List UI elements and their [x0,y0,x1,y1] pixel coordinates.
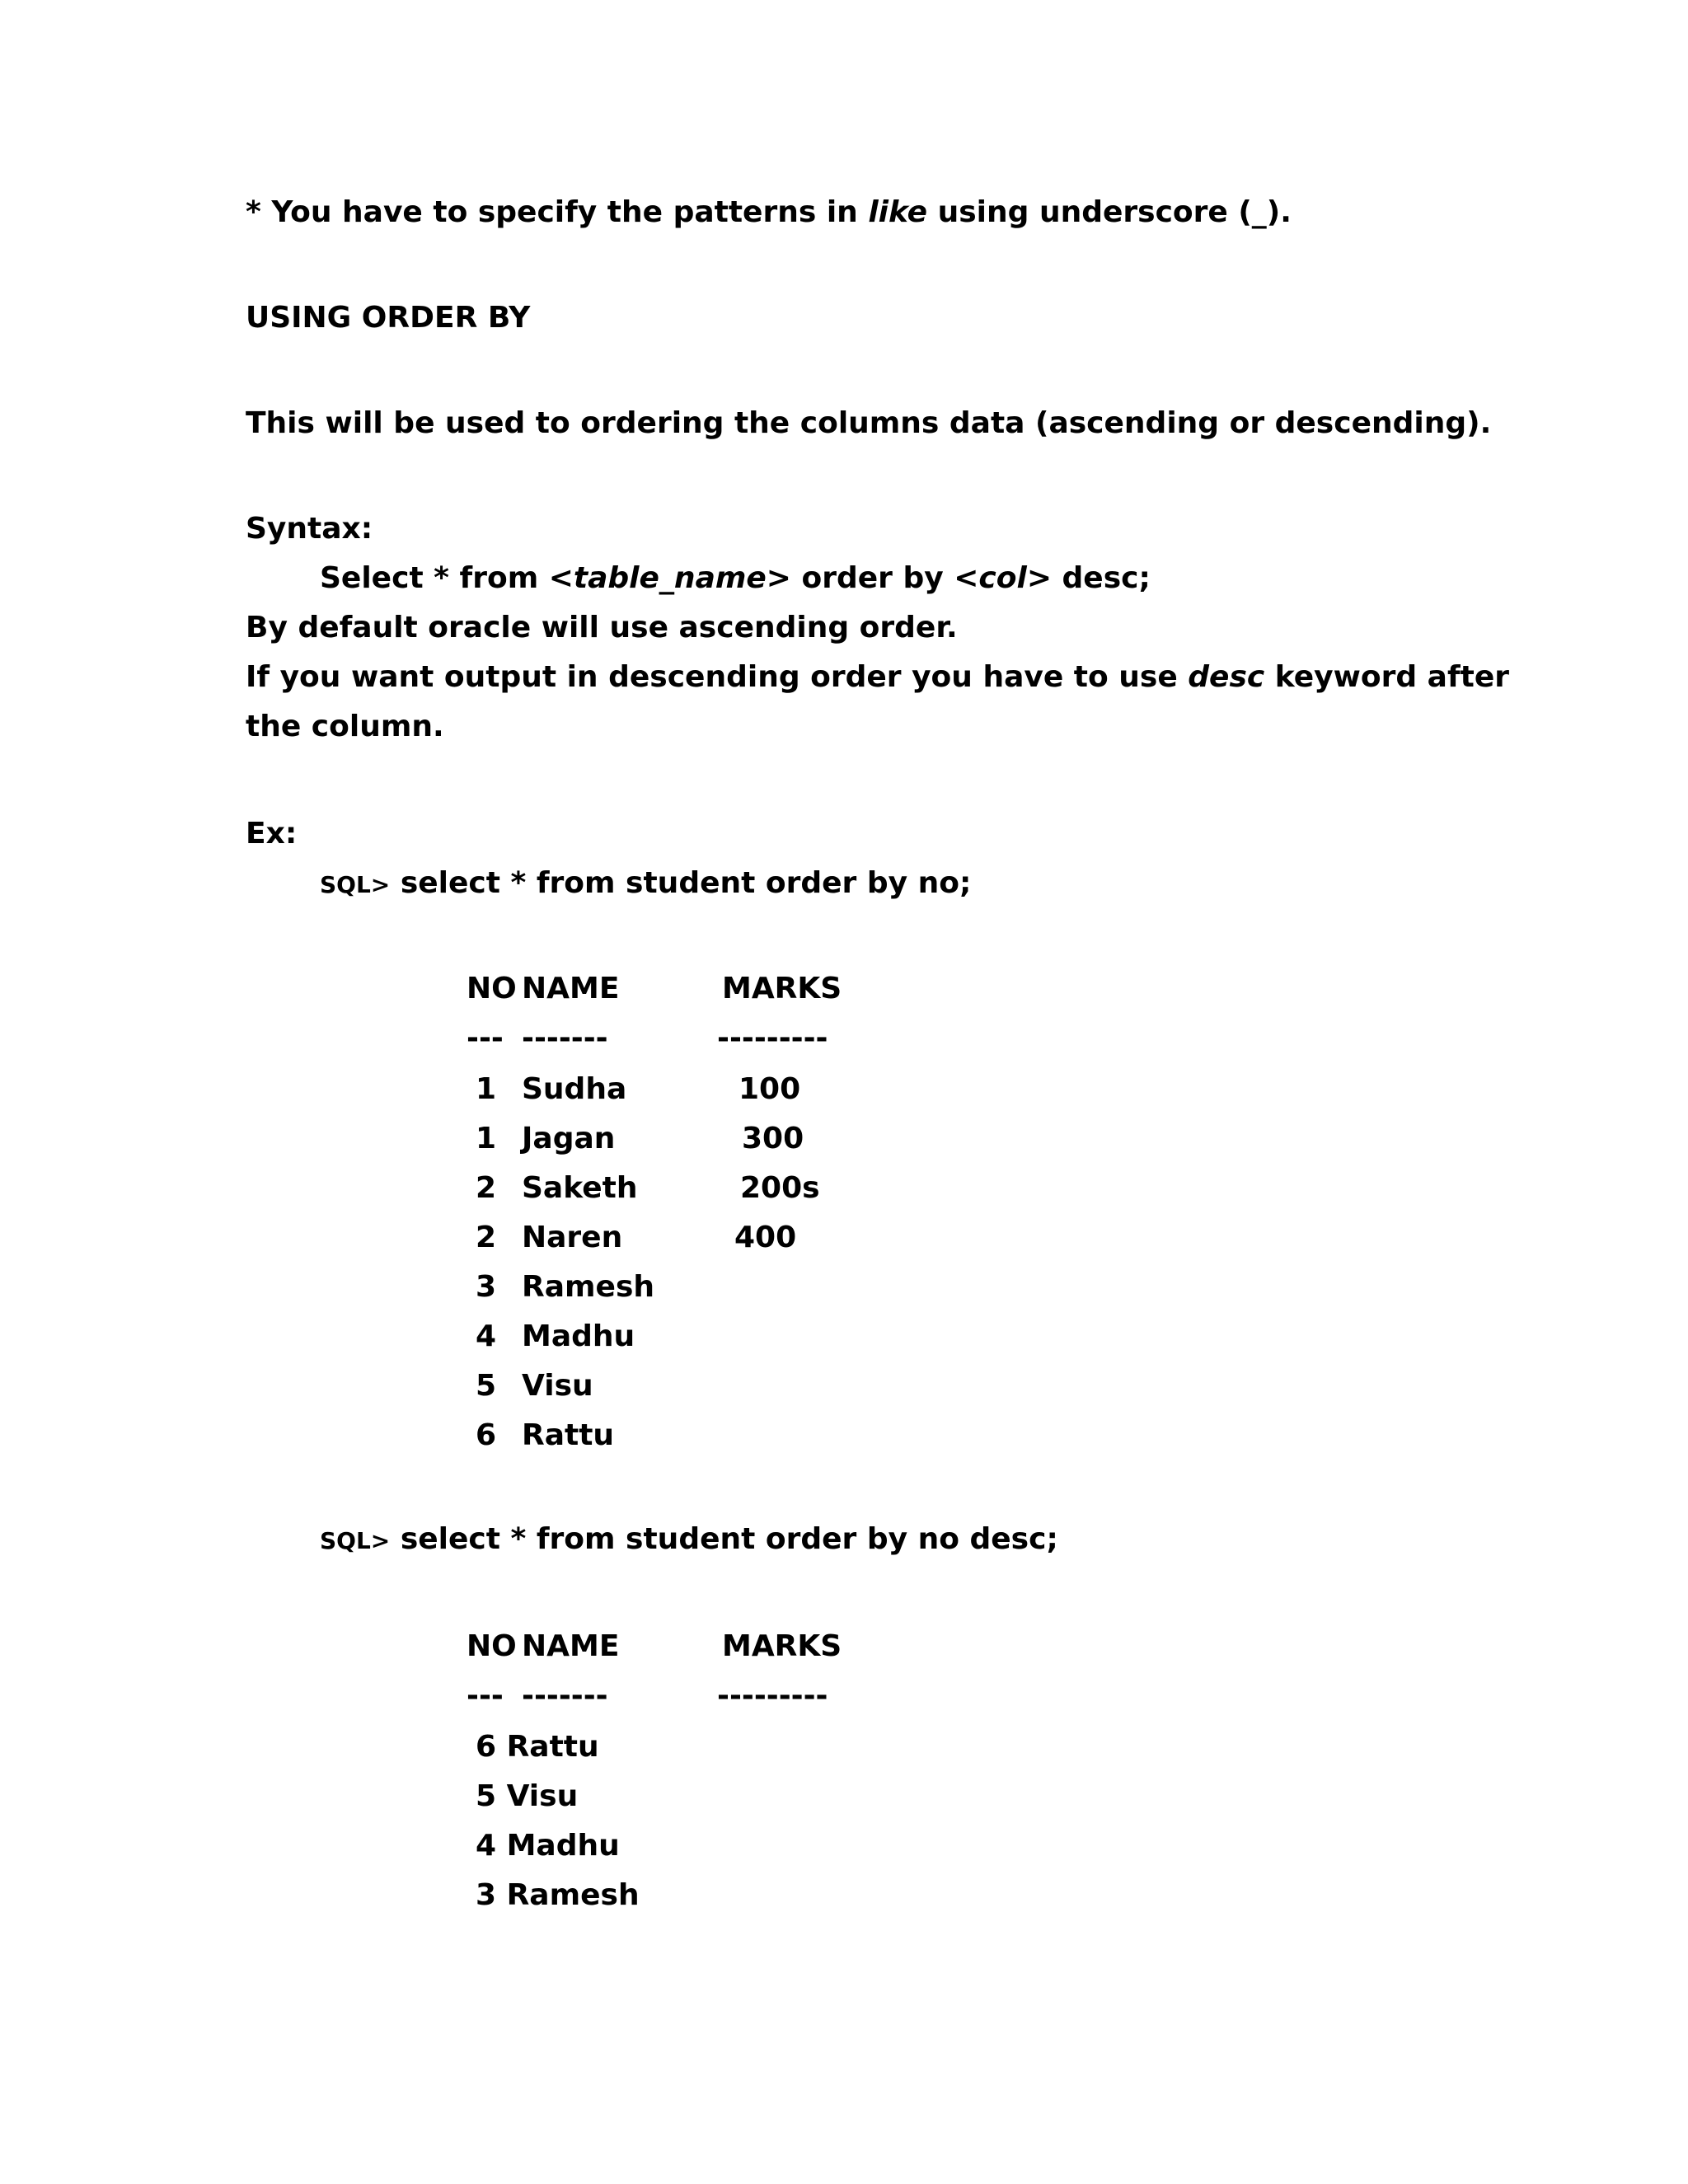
table-2-dashes-marks: --------- [717,1679,828,1713]
table-2-header-no: NO [467,1629,517,1663]
like-keyword: like [868,195,928,229]
intro-line [246,194,1292,231]
table-row-name: Naren [522,1221,623,1254]
table-row-no: 2 [476,1221,497,1254]
syntax-note-2-suffix: keyword after [1264,660,1509,694]
table-row-marks: 200s [740,1171,820,1205]
table-2-dashes-no: --- [467,1679,504,1713]
section-heading: USING ORDER BY [246,301,531,335]
table-2-header-marks: MARKS [722,1629,842,1663]
table-row-no: 1 [476,1122,497,1155]
sql-prompt: SQL> [320,1527,391,1554]
syntax-code-part3: > desc; [1026,561,1151,595]
table-row-no: 3 [476,1270,497,1304]
table-1-dashes-marks: --------- [717,1021,828,1055]
table-1-header-name: NAME [522,972,620,1005]
table-row-no: 2 [476,1171,497,1205]
table-row-name: Saketh [522,1171,638,1205]
syntax-note-2-line-2: the column. [246,710,444,743]
description: This will be used to ordering the columns data (ascending or descending). [246,406,1492,440]
table-1-header-marks: MARKS [722,972,842,1005]
query-2 [320,1521,1058,1559]
syntax-col: col [978,561,1027,595]
query-1-command: select * from student order by no; [390,866,972,900]
example-label: Ex: [246,817,298,851]
table-row: 6 Rattu [476,1730,599,1764]
table-row-marks: 100 [738,1072,801,1106]
table-row-name: Madhu [522,1319,635,1353]
syntax-code [320,560,1151,597]
table-row-marks: 300 [742,1122,804,1155]
table-row-no: 5 [476,1369,497,1403]
table-row: 4 Madhu [476,1829,620,1863]
syntax-note-2-prefix: If you want output in descending order you have to use [246,660,1189,694]
table-1-dashes-no: --- [467,1021,504,1055]
query-1 [320,865,971,903]
desc-keyword: desc [1188,660,1265,694]
table-2-dashes-name: ------- [522,1679,608,1713]
table-row-name: Jagan [522,1122,616,1155]
syntax-label: Syntax: [246,512,373,546]
table-row-name: Ramesh [522,1270,654,1304]
table-row-name: Rattu [522,1418,615,1452]
table-row-no: 6 [476,1418,497,1452]
table-row-no: 4 [476,1319,497,1353]
query-2-command: select * from student order by no desc; [390,1522,1058,1556]
syntax-code-part2: > order by < [766,561,979,595]
table-2-header-name: NAME [522,1629,620,1663]
table-row-name: Sudha [522,1072,627,1106]
sql-prompt: SQL> [320,871,391,898]
table-row-name: Visu [522,1369,593,1403]
syntax-table-name: table_name [573,561,767,595]
table-row-no: 1 [476,1072,497,1106]
table-1-header-no: NO [467,972,517,1005]
syntax-note-1: By default oracle will use ascending order. [246,611,958,644]
table-row: 3 Ramesh [476,1878,640,1912]
table-1-dashes-name: ------- [522,1021,608,1055]
table-row-marks: 400 [734,1221,797,1254]
syntax-code-part1: Select * from < [320,561,574,595]
intro-suffix: using underscore (_). [927,195,1292,229]
intro-prefix: * You have to specify the patterns in [246,195,869,229]
syntax-note-2 [246,659,1509,696]
table-row: 5 Visu [476,1779,579,1813]
